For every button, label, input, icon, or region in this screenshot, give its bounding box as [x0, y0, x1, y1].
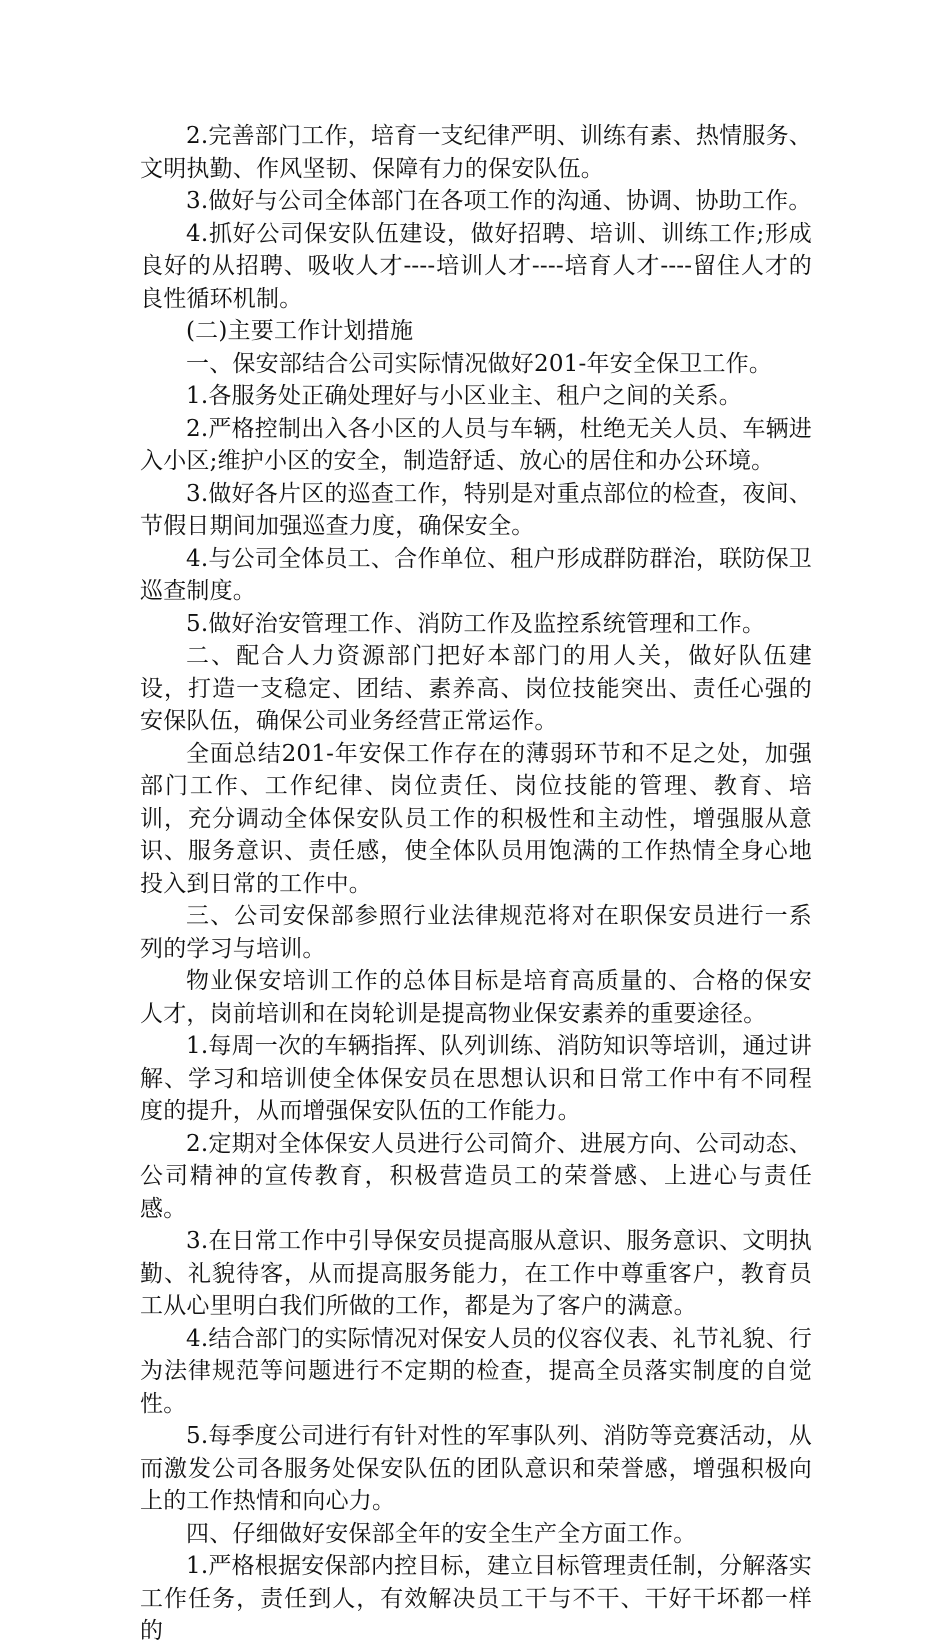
- section-heading: 三、公司安保部参照行业法律规范将对在职保安员进行一系列的学习与培训。: [140, 903, 812, 962]
- paragraph: 3.在日常工作中引导保安员提高服从意识、服务意识、文明执勤、礼貌待客，从而提高服务能力，在工作中尊重客户，教育员工从心里明白我们所做的工作，都是为了客户的满意。: [140, 1228, 812, 1319]
- section-heading: 一、保安部结合公司实际情况做好201-年安全保卫工作。: [186, 350, 773, 377]
- paragraph: 4.与公司全体员工、合作单位、租户形成群防群治，联防保卫巡查制度。: [140, 545, 812, 604]
- paragraph: 1.严格根据安保部内控目标，建立目标管理责任制，分解落实工作任务，责任到人，有效解决员工干与不干、干好干坏都一样的: [140, 1553, 812, 1644]
- paragraph: 4.结合部门的实际情况对保安人员的仪容仪表、礼节礼貌、行为法律规范等问题进行不定期的检查，提高全员落实制度的自觉性。: [140, 1325, 812, 1417]
- paragraph: 物业保安培训工作的总体目标是培育高质量的、合格的保安人才，岗前培训和在岗轮训是提高物业保安素养的重要途径。: [140, 968, 812, 1027]
- document-body: [140, 120, 812, 1648]
- section-heading: (二)主要工作计划措施: [186, 318, 414, 344]
- section-heading: 四、仔细做好安保部全年的安全生产全方面工作。: [186, 1520, 697, 1547]
- paragraph: 3.做好各片区的巡查工作，特别是对重点部位的检查，夜间、节假日期间加强巡查力度，确保安全。: [140, 480, 812, 539]
- paragraph: 1.每周一次的车辆指挥、队列训练、消防知识等培训，通过讲解、学习和培训使全体保安员在思想认识和日常工作中有不同程度的提升，从而增强保安队伍的工作能力。: [140, 1033, 812, 1124]
- paragraph: 2.严格控制出入各小区的人员与车辆，杜绝无关人员、车辆进入小区;维护小区的安全，制造舒适、放心的居住和办公环境。: [140, 415, 812, 474]
- paragraph: 4.抓好公司保安队伍建设，做好招聘、培训、训练工作;形成良好的从招聘、吸收人才----培训人才----培育人才----留住人才的良性循环机制。: [140, 220, 812, 312]
- paragraph: 2.定期对全体保安人员进行公司简介、进展方向、公司动态、公司精神的宣传教育，积极营造员工的荣誉感、上进心与责任感。: [140, 1130, 812, 1222]
- paragraph: 5.每季度公司进行有针对性的军事队列、消防等竞赛活动，从而激发公司各服务处保安队伍的团队意识和荣誉感，增强积极向上的工作热情和向心力。: [140, 1423, 812, 1514]
- paragraph: 5.做好治安管理工作、消防工作及监控系统管理和工作。: [186, 610, 766, 637]
- paragraph: 1.各服务处正确处理好与小区业主、租户之间的关系。: [186, 383, 742, 409]
- section-heading: 二、配合人力资源部门把好本部门的用人关，做好队伍建设，打造一支稳定、团结、素养高、岗位技能突出、责任心强的安保队伍，确保公司业务经营正常运作。: [140, 643, 812, 734]
- paragraph: 3.做好与公司全体部门在各项工作的沟通、协调、协助工作。: [186, 188, 812, 214]
- paragraph: 全面总结201-年安保工作存在的薄弱环节和不足之处，加强部门工作、工作纪律、岗位责任、岗位技能的管理、教育、培训，充分调动全体保安队员工作的积极性和主动性，增强服从意识、服务意识、责任感，使全体队员用饱满的工作热情全身心地投入到日常的工作中。: [140, 740, 812, 897]
- paragraph: 2.完善部门工作，培育一支纪律严明、训练有素、热情服务、文明执勤、作风坚韧、保障有力的保安队伍。: [140, 123, 812, 182]
